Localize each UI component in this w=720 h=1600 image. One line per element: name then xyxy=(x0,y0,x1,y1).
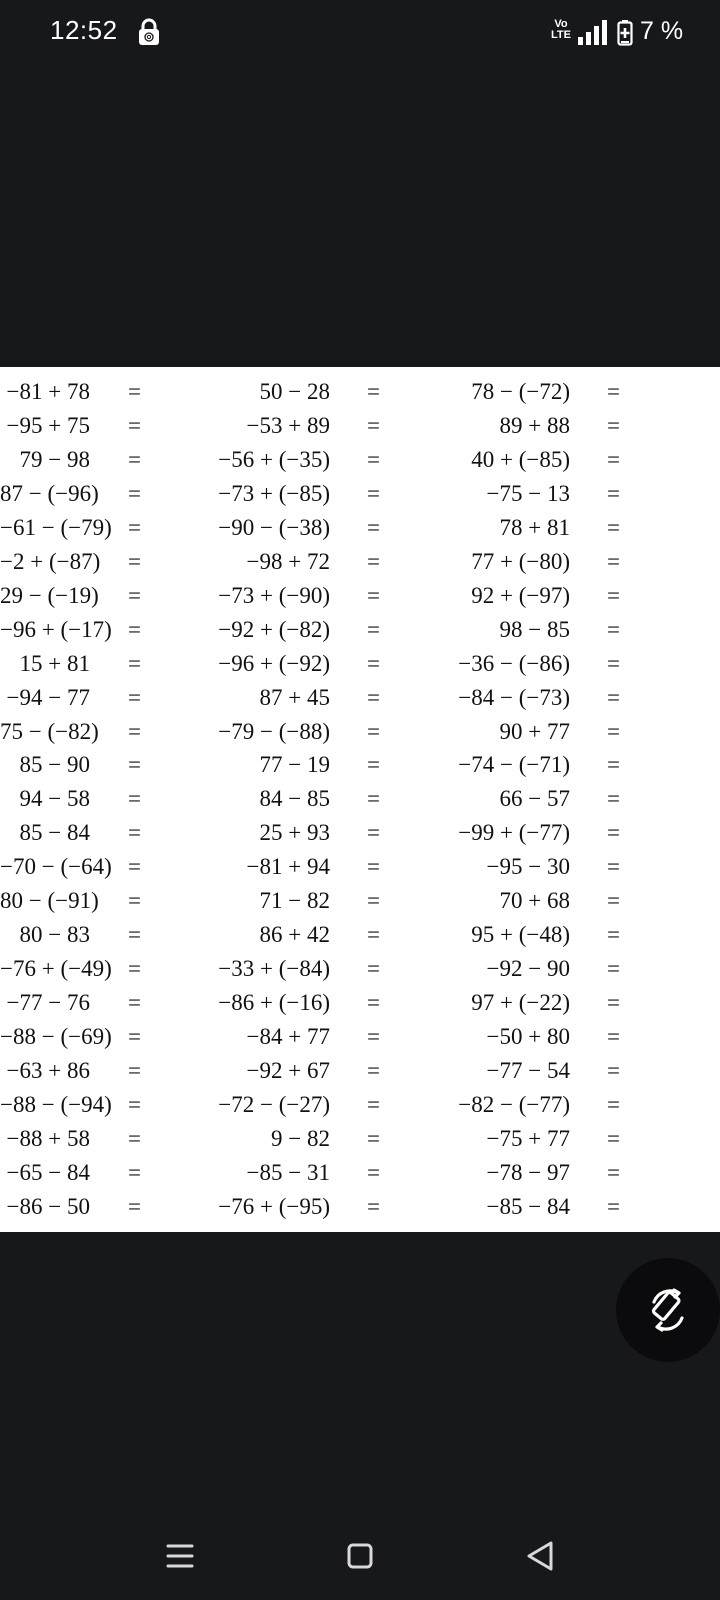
problem-expression: −88 − (−94) xyxy=(0,1091,112,1117)
problem-expression: −98 + 72 xyxy=(246,548,330,574)
problem-expression: −77 − 76 xyxy=(6,990,90,1016)
problem-expression: 80 − (−91) xyxy=(0,888,99,914)
worksheet-problem xyxy=(0,411,720,441)
worksheet-problem xyxy=(0,479,720,509)
recent-apps-button[interactable] xyxy=(156,1532,204,1580)
lock-icon xyxy=(137,18,161,46)
problem-expression: −86 + (−16) xyxy=(218,990,330,1016)
navigation-bar xyxy=(0,1512,720,1600)
equals-sign: = xyxy=(367,616,380,642)
equals-sign: = xyxy=(367,752,380,778)
worksheet-problem xyxy=(0,547,720,577)
problem-expression: −81 + 78 xyxy=(6,379,90,404)
equals-sign: = xyxy=(607,548,620,574)
problem-expression: 70 + 68 xyxy=(499,888,570,914)
problem-expression: −61 − (−79) xyxy=(0,514,112,540)
math-worksheet-image xyxy=(0,367,720,1232)
equals-sign: = xyxy=(128,446,141,472)
problem-expression: −94 − 77 xyxy=(6,684,90,710)
home-button[interactable] xyxy=(336,1532,384,1580)
worksheet-problem xyxy=(0,818,720,848)
problem-expression: 80 − 83 xyxy=(19,922,90,948)
equals-sign: = xyxy=(128,1091,141,1117)
equals-sign: = xyxy=(128,379,141,404)
equals-sign: = xyxy=(607,1125,620,1151)
problem-expression: −76 + (−95) xyxy=(218,1193,330,1219)
equals-sign: = xyxy=(367,684,380,710)
equals-sign: = xyxy=(128,514,141,540)
back-button[interactable] xyxy=(516,1532,564,1580)
worksheet-problem xyxy=(0,1022,720,1052)
signal-icon xyxy=(578,20,610,46)
volte-label: Vo LTE xyxy=(551,18,571,41)
problem-expression: 29 − (−19) xyxy=(0,582,99,608)
problem-expression: 9 − 82 xyxy=(271,1125,330,1151)
equals-sign: = xyxy=(607,888,620,914)
equals-sign: = xyxy=(367,412,380,438)
problem-expression: 78 + 81 xyxy=(499,514,570,540)
worksheet-problem xyxy=(0,581,720,611)
equals-sign: = xyxy=(607,1159,620,1185)
problem-expression: 92 + (−97) xyxy=(471,582,570,608)
worksheet-problem xyxy=(0,1056,720,1086)
problem-expression: −63 + 86 xyxy=(6,1058,90,1083)
problem-expression: −90 − (−38) xyxy=(218,514,330,540)
problem-expression: 94 − 58 xyxy=(19,786,90,812)
problem-expression: 77 + (−80) xyxy=(471,548,570,574)
equals-sign: = xyxy=(128,650,141,676)
equals-sign: = xyxy=(367,514,380,540)
equals-sign: = xyxy=(367,650,380,676)
problem-expression: 87 − (−96) xyxy=(0,480,99,506)
equals-sign: = xyxy=(607,1193,620,1219)
problem-expression: −85 − 31 xyxy=(246,1159,330,1185)
problem-expression: 97 + (−22) xyxy=(471,990,570,1016)
equals-sign: = xyxy=(607,956,620,982)
equals-sign: = xyxy=(607,990,620,1016)
problem-expression: −2 + (−87) xyxy=(0,548,101,574)
worksheet-problem xyxy=(0,1192,720,1222)
equals-sign: = xyxy=(607,1024,620,1050)
equals-sign: = xyxy=(128,922,141,948)
problem-expression: −96 + (−92) xyxy=(218,650,330,676)
problem-expression: −99 + (−77) xyxy=(458,820,570,846)
problem-expression: −84 − (−73) xyxy=(458,684,570,710)
screen-rotate-icon xyxy=(644,1286,692,1334)
equals-sign: = xyxy=(367,1091,380,1117)
equals-sign: = xyxy=(367,582,380,608)
equals-sign: = xyxy=(128,820,141,846)
worksheet-problem xyxy=(0,954,720,984)
problem-expression: 90 + 77 xyxy=(499,718,570,744)
equals-sign: = xyxy=(607,1091,620,1117)
equals-sign: = xyxy=(367,786,380,812)
problem-expression: −77 − 54 xyxy=(486,1058,570,1083)
equals-sign: = xyxy=(607,480,620,506)
problem-expression: 77 − 19 xyxy=(259,752,330,778)
home-icon xyxy=(336,1532,384,1580)
equals-sign: = xyxy=(128,752,141,778)
problem-expression: 85 − 84 xyxy=(19,820,90,846)
equals-sign: = xyxy=(367,446,380,472)
equals-sign: = xyxy=(607,786,620,812)
equals-sign: = xyxy=(367,1125,380,1151)
equals-sign: = xyxy=(367,956,380,982)
equals-sign: = xyxy=(607,514,620,540)
worksheet-problem xyxy=(0,683,720,713)
equals-sign: = xyxy=(128,888,141,914)
problem-expression: −50 + 80 xyxy=(486,1024,570,1050)
equals-sign: = xyxy=(607,718,620,744)
worksheet-problem xyxy=(0,445,720,475)
clock-time: 12:52 xyxy=(50,15,118,45)
worksheet-problem xyxy=(0,886,720,916)
worksheet-problem xyxy=(0,1158,720,1188)
problem-expression: −84 + 77 xyxy=(246,1024,330,1050)
equals-sign: = xyxy=(607,582,620,608)
equals-sign: = xyxy=(128,684,141,710)
equals-sign: = xyxy=(128,1193,141,1219)
equals-sign: = xyxy=(128,412,141,438)
equals-sign: = xyxy=(128,956,141,982)
equals-sign: = xyxy=(128,1159,141,1185)
status-bar xyxy=(0,0,720,64)
problem-expression: −73 + (−90) xyxy=(218,582,330,608)
problem-expression: −75 + 77 xyxy=(486,1125,570,1151)
problem-expression: 98 − 85 xyxy=(499,616,570,642)
problem-expression: −78 − 97 xyxy=(486,1159,570,1185)
problem-expression: −65 − 84 xyxy=(6,1159,90,1185)
worksheet-problem xyxy=(0,377,720,407)
equals-sign: = xyxy=(128,616,141,642)
problem-expression: −95 + 75 xyxy=(6,412,90,438)
problem-expression: −73 + (−85) xyxy=(218,480,330,506)
equals-sign: = xyxy=(607,922,620,948)
equals-sign: = xyxy=(607,854,620,880)
problem-expression: 50 − 28 xyxy=(259,379,330,404)
rotate-screen-button[interactable] xyxy=(616,1258,720,1362)
worksheet-problem xyxy=(0,920,720,950)
problem-expression: 66 − 57 xyxy=(499,786,570,812)
problem-expression: −92 + (−82) xyxy=(218,616,330,642)
equals-sign: = xyxy=(128,718,141,744)
worksheet-problem xyxy=(0,1090,720,1120)
worksheet-problem xyxy=(0,750,720,780)
problem-expression: −53 + 89 xyxy=(246,412,330,438)
problem-expression: 71 − 82 xyxy=(259,888,330,914)
problem-expression: 85 − 90 xyxy=(19,752,90,778)
battery-charging-icon xyxy=(617,20,633,46)
worksheet-problem xyxy=(0,988,720,1018)
problem-expression: −88 + 58 xyxy=(6,1125,90,1151)
equals-sign: = xyxy=(367,379,380,404)
problem-expression: −36 − (−86) xyxy=(458,650,570,676)
problem-expression: −79 − (−88) xyxy=(218,718,330,744)
problem-expression: 79 − 98 xyxy=(19,446,90,472)
problem-expression: −86 − 50 xyxy=(6,1193,90,1219)
volte-badge xyxy=(550,19,572,41)
equals-sign: = xyxy=(367,1159,380,1185)
problem-expression: −92 − 90 xyxy=(486,956,570,982)
problem-expression: −74 − (−71) xyxy=(458,752,570,778)
equals-sign: = xyxy=(367,990,380,1016)
equals-sign: = xyxy=(607,650,620,676)
equals-sign: = xyxy=(128,1024,141,1050)
equals-sign: = xyxy=(128,854,141,880)
equals-sign: = xyxy=(128,480,141,506)
equals-sign: = xyxy=(367,922,380,948)
equals-sign: = xyxy=(367,1058,380,1083)
back-icon xyxy=(516,1532,564,1580)
worksheet-problem xyxy=(0,1124,720,1154)
worksheet-problem xyxy=(0,784,720,814)
problem-expression: −92 + 67 xyxy=(246,1058,330,1083)
equals-sign: = xyxy=(607,752,620,778)
problem-expression: −82 − (−77) xyxy=(458,1091,570,1117)
problem-expression: −75 − 13 xyxy=(486,480,570,506)
problem-expression: −56 + (−35) xyxy=(218,446,330,472)
equals-sign: = xyxy=(367,548,380,574)
problem-expression: 89 + 88 xyxy=(499,412,570,438)
equals-sign: = xyxy=(367,480,380,506)
problem-expression: 86 + 42 xyxy=(259,922,330,948)
battery-percent: 7 % xyxy=(640,17,684,45)
problem-expression: −70 − (−64) xyxy=(0,854,112,880)
worksheet-problem xyxy=(0,852,720,882)
problem-expression: −33 + (−84) xyxy=(218,956,330,982)
problem-expression: −88 − (−69) xyxy=(0,1024,112,1050)
equals-sign: = xyxy=(607,820,620,846)
equals-sign: = xyxy=(607,616,620,642)
equals-sign: = xyxy=(367,718,380,744)
equals-sign: = xyxy=(607,379,620,404)
problem-expression: −76 + (−49) xyxy=(0,956,112,982)
problem-expression: −85 − 84 xyxy=(486,1193,570,1219)
equals-sign: = xyxy=(367,1193,380,1219)
equals-sign: = xyxy=(367,1024,380,1050)
worksheet-problem xyxy=(0,649,720,679)
equals-sign: = xyxy=(607,1058,620,1083)
problem-expression: 75 − (−82) xyxy=(0,718,99,744)
problem-expression: −81 + 94 xyxy=(246,854,330,880)
equals-sign: = xyxy=(128,990,141,1016)
problem-expression: 84 − 85 xyxy=(259,786,330,812)
equals-sign: = xyxy=(607,446,620,472)
problem-expression: 15 + 81 xyxy=(19,650,90,676)
equals-sign: = xyxy=(367,820,380,846)
equals-sign: = xyxy=(607,412,620,438)
problem-expression: 25 + 93 xyxy=(259,820,330,846)
equals-sign: = xyxy=(367,888,380,914)
problem-expression: −72 − (−27) xyxy=(218,1091,330,1117)
problem-expression: −95 − 30 xyxy=(486,854,570,880)
worksheet-problem xyxy=(0,513,720,543)
problem-expression: −96 + (−17) xyxy=(0,616,112,642)
equals-sign: = xyxy=(128,548,141,574)
problem-expression: 87 + 45 xyxy=(259,684,330,710)
recent-apps-icon xyxy=(156,1532,204,1580)
problem-expression: 78 − (−72) xyxy=(471,379,570,404)
equals-sign: = xyxy=(367,854,380,880)
equals-sign: = xyxy=(128,582,141,608)
problem-expression: 95 + (−48) xyxy=(471,922,570,948)
equals-sign: = xyxy=(128,786,141,812)
equals-sign: = xyxy=(128,1058,141,1083)
worksheet-problem xyxy=(0,717,720,747)
equals-sign: = xyxy=(607,684,620,710)
equals-sign: = xyxy=(128,1125,141,1151)
worksheet-problem xyxy=(0,615,720,645)
problem-expression: 40 + (−85) xyxy=(471,446,570,472)
